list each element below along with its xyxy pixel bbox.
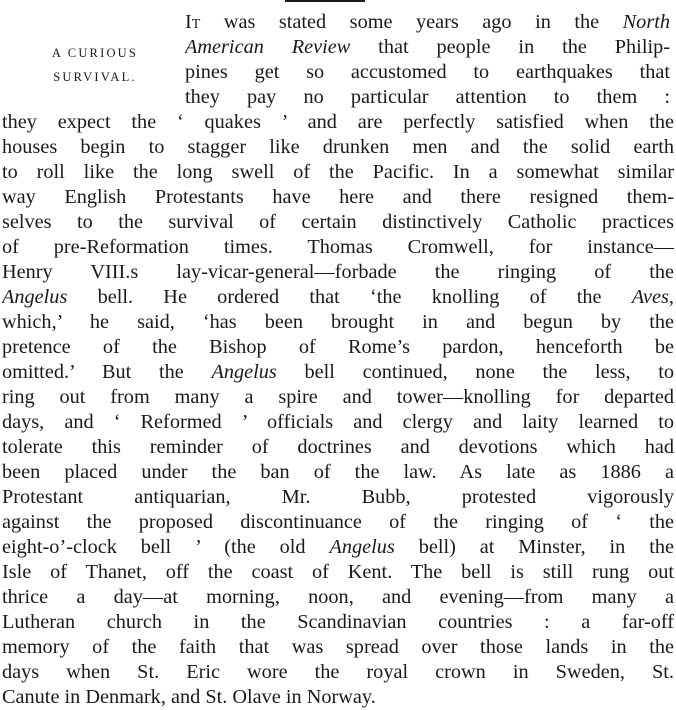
text-run: they expect the ‘ quakes ’ and are perfectly satisfied when the: [2, 111, 674, 133]
text-run: selves to the survival of certain distinctively Catholic practices: [2, 211, 674, 233]
text-line: [2, 585, 674, 610]
text-run: Protestant antiquarian, Mr. Bubb, protested vigorously: [2, 486, 674, 508]
text-line: [2, 635, 674, 660]
text-run: houses begin to stagger like drunken men and the solid earth: [2, 136, 674, 158]
text-run: bell continued, none the less, to: [276, 361, 674, 383]
text-line: [2, 510, 674, 535]
text-run: they pay no particular attention to them :: [185, 86, 670, 108]
text-line: [2, 185, 674, 210]
text-run: pines get so accustomed to earthquakes that: [185, 61, 670, 83]
italic-text: Angelus: [211, 361, 277, 383]
side-heading-line-1: A CURIOUS: [51, 46, 139, 60]
text-line: [185, 35, 670, 60]
italic-text: American Review: [185, 36, 351, 58]
text-run: days when St. Eric wore the royal crown in Sweden, St.: [2, 661, 674, 683]
text-run: thrice a day—at morning, noon, and evening—from many a: [2, 586, 674, 608]
text-run: omitted.’ But the: [2, 361, 212, 383]
small-caps-text: It: [185, 11, 201, 33]
text-run: Canute in Denmark, and St. Olave in Norway.: [2, 686, 376, 708]
text-line: [2, 360, 674, 385]
text-run: eight-o’-clock bell ’ (the old: [2, 536, 330, 558]
text-line: [185, 60, 670, 85]
text-line: [2, 210, 674, 235]
side-heading-line-2: SURVIVAL.: [53, 70, 137, 84]
text-run: way English Protestants have here and there resigned them-: [2, 186, 674, 208]
text-line: [2, 410, 674, 435]
text-line: [2, 285, 674, 310]
text-line: [2, 135, 674, 160]
italic-text: Angelus: [329, 536, 395, 558]
text-line: [2, 660, 674, 685]
side-heading: [10, 41, 180, 89]
text-run: bell) at Minster, in the: [394, 536, 674, 558]
text-run: been placed under the ban of the law. As late as 1886 a: [2, 461, 674, 483]
text-line: [2, 610, 674, 635]
text-run: that people in the Philip-: [350, 36, 670, 58]
text-line: [2, 485, 674, 510]
text-run: memory of the faith that was spread over those lands in the: [2, 636, 674, 658]
text-run: which,’ he said, ‘has been brought in and begun by the: [2, 311, 674, 333]
text-line: [2, 460, 674, 485]
text-run: Isle of Thanet, off the coast of Kent. The bell is still rung out: [2, 561, 674, 583]
text-run: tolerate this reminder of doctrines and devotions which had: [2, 436, 674, 458]
text-run: ,: [668, 286, 674, 308]
text-line: [2, 385, 674, 410]
text-run: to roll like the long swell of the Pacific. In a somewhat similar: [2, 161, 674, 183]
text-run: ring out from many a spire and tower—knolling for departed: [2, 386, 674, 408]
text-line: [2, 160, 674, 185]
text-line: [2, 435, 674, 460]
text-line: [2, 260, 674, 285]
italic-text: Aves: [631, 286, 669, 308]
text-line: [2, 235, 674, 260]
text-line: [2, 310, 674, 335]
italic-text: North: [622, 11, 670, 33]
text-run: days, and ‘ Reformed ’ officials and clergy and laity learned to: [2, 411, 674, 433]
text-run: against the proposed discontinuance of the ringing of ‘ the: [2, 511, 674, 533]
text-run: was stated some years ago in the: [200, 11, 623, 33]
italic-text: Angelus: [2, 286, 68, 308]
text-line: [185, 85, 670, 110]
text-line: [2, 110, 674, 135]
top-rule: [285, 0, 365, 2]
text-line: [185, 10, 670, 35]
text-run: of pre-Reformation times. Thomas Cromwell, for instance—: [2, 236, 674, 258]
text-line: [2, 685, 674, 710]
text-line: [2, 335, 674, 360]
text-run: bell. He ordered that ‘the knolling of the: [67, 286, 632, 308]
text-run: pretence of the Bishop of Rome’s pardon, henceforth be: [2, 336, 674, 358]
text-line: [2, 560, 674, 585]
text-run: Henry VIII.s lay-vicar-general—forbade the ringing of the: [2, 261, 674, 283]
text-run: Lutheran church in the Scandinavian countries : a far-off: [2, 611, 674, 633]
text-line: [2, 535, 674, 560]
